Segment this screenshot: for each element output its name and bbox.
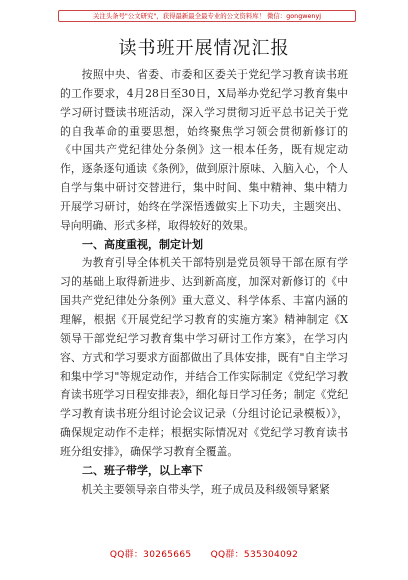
intro-paragraph: 按照中央、省委、市委和区委关于党纪学习教育读书班的工作要求，4月28日至30日，X局举办党纪学习教育集中学习研讨暨读书班活动，深入学习贯彻习近平总书记关于党的自我革命的重要思想，始终聚焦学习领会贯彻新修订的《中国共产党纪律处分条例》这一根本任务，既有规定动作，逐条逐句通读《条例》，做到原汁原味、入脑入心，个人自学与集中研讨交替进行，集中时间、集中精神、集中精力开展学习研讨，始终在学深悟透做实上下功夫，主题突出、导向明确、形式多样，取得较好的效果。: [60, 68, 348, 232]
footer: [0, 547, 408, 560]
footer-qq-group-1: QQ群：30265665: [109, 550, 192, 560]
footer-qq-group-2: QQ群：535304092: [210, 550, 299, 560]
document-body: [60, 66, 348, 499]
section-heading-2: 二、班子带学，以上率下: [82, 463, 203, 477]
section-paragraph-1: 为教育引导全体机关干部特别是党员领导干部在原有学习的基础上取得新进步、达到新高度，加深对新修订的《中国共产党纪律处分条例》重大意义、科学体系、丰富内涵的理解，根据《开展党纪学习教育的实施方案》精神制定《X领导干部党纪学习教育集中学习研讨工作方案》，在学习内容、方式和学习要求方面都做出了具体安排，既有"自主学习和集中学习"等规定动作，并结合工作实际制定《党纪学习教育读书班学习日程安排表》，细化每日学习任务；制定《党纪学习教育读书班分组讨论会议记录（分组讨论记录模板）》，确保规定动作不走样；根据实际情况对《党纪学习教育读书班分组安排》，确保学习教育全覆盖。: [60, 256, 348, 458]
section-paragraph-2: 机关主要领导亲自带头学，班子成员及科级领导紧紧: [81, 482, 330, 496]
page-title: 读书班开展情况汇报: [118, 38, 290, 59]
header-banner: 关注头条号"公文研究"，获得最新最全最专业的公文资料库！ 微信：gongwenyj: [58, 10, 356, 22]
section-heading-1: 一、高度重视，制定计划: [82, 237, 203, 251]
